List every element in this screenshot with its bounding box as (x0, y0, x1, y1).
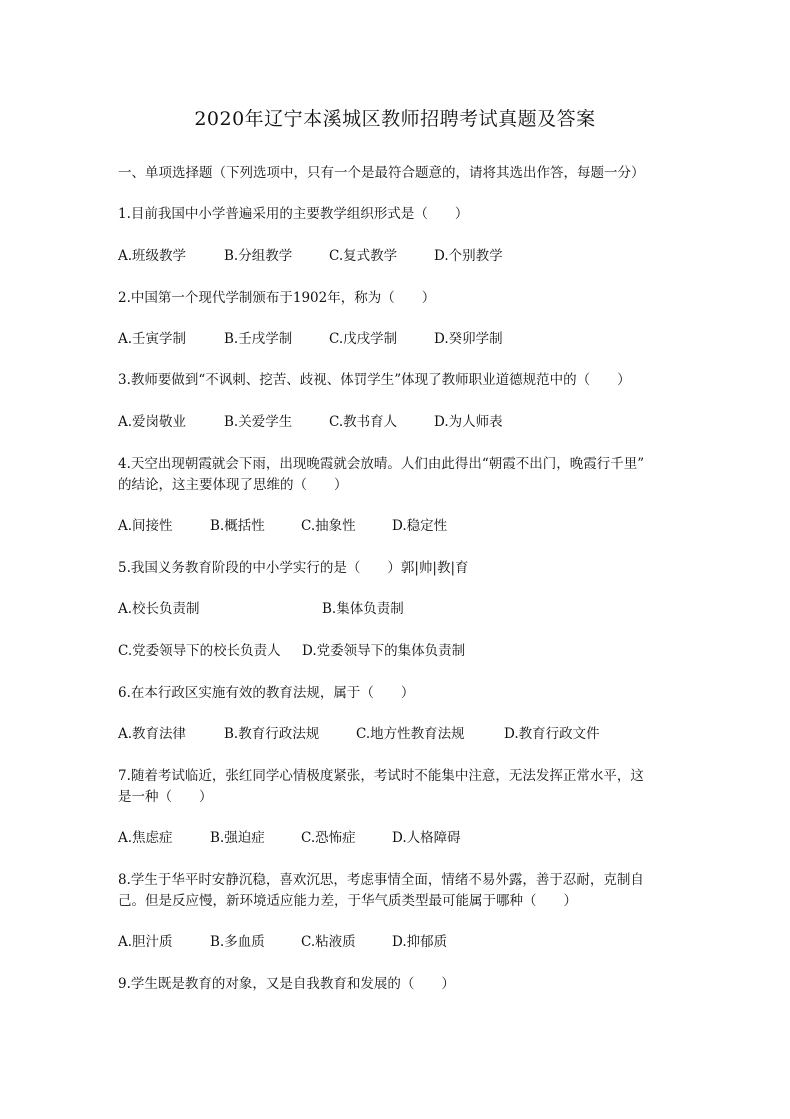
q1-option-d: D.个别教学 (434, 248, 503, 264)
question-4-stem-line-2: 的结论，这主要体现了思维的（ ） (118, 477, 348, 493)
q7-option-b: B.强迫症 (210, 830, 265, 846)
question-6-stem: 6.在本行政区实施有效的教育法规，属于（ ） (118, 685, 415, 701)
q3-option-a: A.爱岗敬业 (118, 414, 187, 430)
question-4-options (118, 514, 678, 534)
q5-option-a: A.校长负责制 (118, 601, 200, 617)
q6-option-a: A.教育法律 (118, 726, 187, 742)
question-7-stem-line-2: 是一种（ ） (118, 789, 213, 805)
question-2-stem: 2.中国第一个现代学制颁布于1902年，称为（ ） (118, 290, 436, 306)
question-8-options (118, 930, 678, 950)
q5-option-b: B.集体负责制 (322, 601, 404, 617)
question-7-options (118, 826, 678, 846)
q2-option-c: C.戊戌学制 (329, 331, 398, 347)
q4-option-c: C.抽象性 (301, 518, 356, 534)
q8-option-d: D.抑郁质 (392, 934, 448, 950)
q1-option-c: C.复式教学 (329, 248, 398, 264)
q3-option-d: D.为人师表 (434, 414, 503, 430)
question-5-options-row-2 (118, 639, 678, 659)
q4-option-d: D.稳定性 (392, 518, 448, 534)
q6-option-d: D.教育行政文件 (504, 726, 600, 742)
section-heading: 一、单项选择题（下列选项中，只有一个是最符合题意的，请将其选出作答，每题一分） (118, 165, 645, 181)
question-5-options-row-1 (118, 597, 678, 617)
q7-option-a: A.焦虑症 (118, 830, 173, 846)
question-3-options (118, 410, 678, 430)
question-6-options (118, 722, 678, 742)
q2-option-a: A.壬寅学制 (118, 331, 187, 347)
q3-option-b: B.关爱学生 (224, 414, 293, 430)
q7-option-d: D.人格障碍 (392, 830, 461, 846)
question-2-options (118, 327, 678, 347)
q4-option-a: A.间接性 (118, 518, 173, 534)
q6-option-b: B.教育行政法规 (224, 726, 320, 742)
q1-option-a: A.班级教学 (118, 248, 187, 264)
q6-option-c: C.地方性教育法规 (356, 726, 465, 742)
q5-option-c: C.党委领导下的校长负责人 (118, 643, 281, 659)
q3-option-c: C.教书育人 (329, 414, 398, 430)
q1-option-b: B.分组教学 (224, 248, 293, 264)
q8-option-c: C.粘液质 (301, 934, 356, 950)
q5-option-d: D.党委领导下的集体负责制 (302, 643, 466, 659)
question-5-stem: 5.我国义务教育阶段的中小学实行的是（ ）郭|帅|教|育 (118, 560, 469, 576)
question-1-stem: 1.目前我国中小学普遍采用的主要教学组织形式是（ ） (118, 206, 469, 222)
q8-option-a: A.胆汁质 (118, 934, 173, 950)
question-1-options (118, 244, 678, 264)
question-8-stem-line-1: 8.学生于华平时安静沉稳，喜欢沉思，考虑事情全面，情绪不易外露，善于忍耐，克制自 (118, 872, 644, 888)
question-9-stem: 9.学生既是教育的对象，又是自我教育和发展的（ ） (118, 976, 455, 992)
question-4-stem-line-1: 4.天空出现朝霞就会下雨，出现晚霞就会放晴。人们由此得出“朝霞不出门，晚霞行千里” (118, 456, 645, 472)
question-8-stem-line-2: 己。但是反应慢，新环境适应能力差，于华气质类型最可能属于哪种（ ） (118, 893, 577, 909)
document-title: 2020年辽宁本溪城区教师招聘考试真题及答案 (194, 108, 596, 130)
q2-option-d: D.癸卯学制 (434, 331, 503, 347)
question-7-stem-line-1: 7.随着考试临近，张红同学心情极度紧张，考试时不能集中注意，无法发挥正常水平，这 (118, 768, 644, 784)
q8-option-b: B.多血质 (210, 934, 265, 950)
q7-option-c: C.恐怖症 (301, 830, 356, 846)
q4-option-b: B.概括性 (210, 518, 265, 534)
q2-option-b: B.壬戌学制 (224, 331, 293, 347)
question-3-stem: 3.教师要做到“不讽刺、挖苦、歧视、体罚学生”体现了教师职业道德规范中的（ ） (118, 372, 631, 388)
